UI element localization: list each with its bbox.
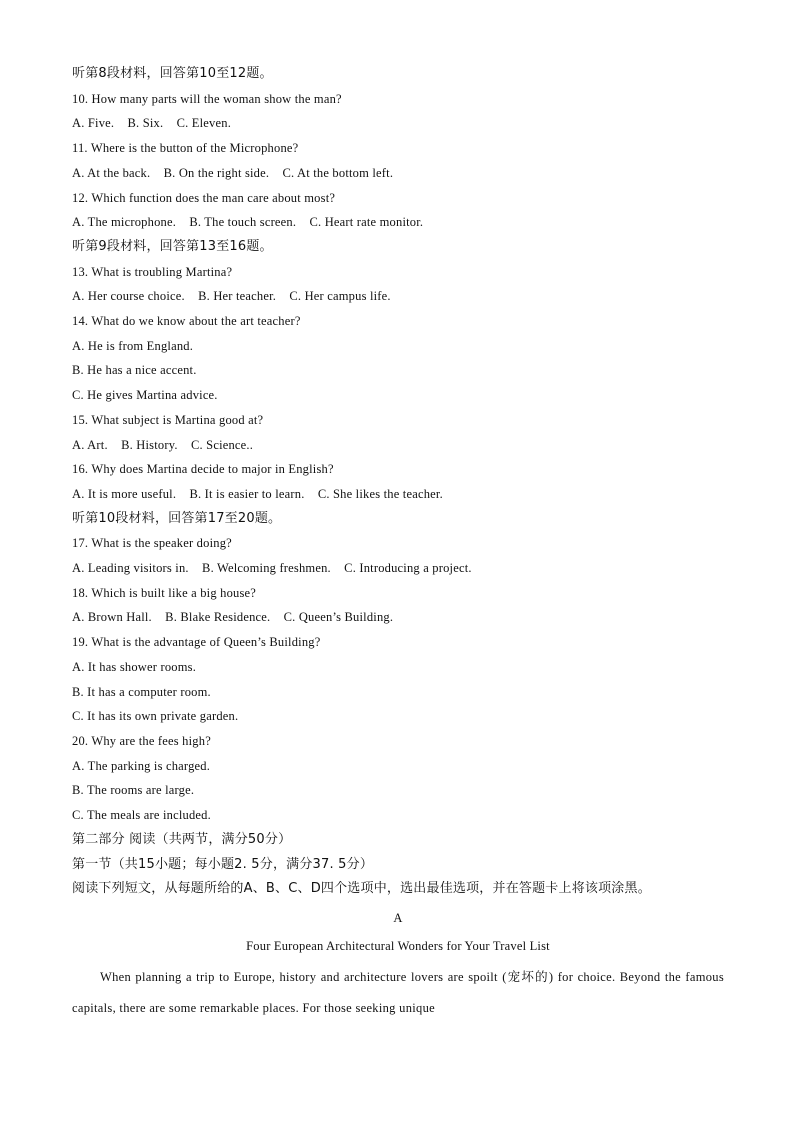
option-14c: C. He gives Martina advice. — [72, 388, 218, 403]
page-content — [72, 62, 724, 1024]
passage-title: Four European Architectural Wonders for Your Travel List — [246, 938, 550, 953]
options-12: A. The microphone. B. The touch screen. C. Heart rate monitor. — [72, 215, 424, 230]
question-13: 13. What is troubling Martina? — [72, 264, 233, 279]
option-19c: C. It has its own private garden. — [72, 709, 239, 724]
option-20c: C. The meals are included. — [72, 808, 211, 823]
section-heading-10: 听第10段材料，回答第17至20题。 — [72, 510, 282, 526]
question-19: 19. What is the advantage of Queen’s Building? — [72, 635, 321, 650]
question-11: 11. Where is the button of the Microphone? — [72, 141, 299, 156]
option-14b: B. He has a nice accent. — [72, 363, 197, 378]
options-10: A. Five. B. Six. C. Eleven. — [72, 116, 232, 131]
options-11: A. At the back. B. On the right side. C. At the bottom left. — [72, 165, 394, 180]
options-16: A. It is more useful. B. It is easier to learn. C. She likes the teacher. — [72, 486, 443, 501]
option-20b: B. The rooms are large. — [72, 783, 195, 798]
section-heading-9: 听第9段材料，回答第13至16题。 — [72, 238, 273, 254]
reading-instructions: 阅读下列短文，从每题所给的A、B、C、D四个选项中，选出最佳选项，并在答题卡上将该项涂黑。 — [72, 881, 651, 897]
question-14: 14. What do we know about the art teacher? — [72, 314, 301, 329]
section-heading-8: 听第8段材料，回答第10至12题。 — [72, 66, 273, 81]
question-15: 15. What subject is Martina good at? — [72, 412, 264, 427]
options-13: A. Her course choice. B. Her teacher. C. Her campus life. — [72, 289, 391, 304]
question-12: 12. Which function does the man care about most? — [72, 190, 336, 205]
options-15: A. Art. B. History. C. Science.. — [72, 437, 254, 452]
option-20a: A. The parking is charged. — [72, 758, 211, 773]
question-17: 17. What is the speaker doing? — [72, 536, 232, 551]
question-18: 18. Which is built like a big house? — [72, 585, 257, 600]
passage-letter: A — [393, 910, 403, 925]
option-19b: B. It has a computer room. — [72, 684, 211, 699]
options-18: A. Brown Hall. B. Blake Residence. C. Queen’s Building. — [72, 610, 394, 625]
option-14a: A. He is from England. — [72, 338, 194, 353]
option-19a: A. It has shower rooms. — [72, 659, 197, 674]
passage-text: When planning a trip to Europe, history and architecture lovers are spoilt (宠坏的) for choice. Beyond the famous capitals, there are some remarkable places. For those seeking unique — [72, 969, 724, 1015]
section-one-heading: 第一节（共15小题；每小题2. 5分，满分37. 5分） — [72, 856, 374, 872]
question-10: 10. How many parts will the woman show the man? — [72, 91, 342, 106]
options-17: A. Leading visitors in. B. Welcoming freshmen. C. Introducing a project. — [72, 561, 472, 576]
part-two-heading: 第二部分 阅读（共两节，满分50分） — [72, 831, 292, 847]
question-20: 20. Why are the fees high? — [72, 733, 211, 748]
question-16: 16. Why does Martina decide to major in English? — [72, 462, 334, 477]
passage-paragraph — [72, 962, 724, 1024]
